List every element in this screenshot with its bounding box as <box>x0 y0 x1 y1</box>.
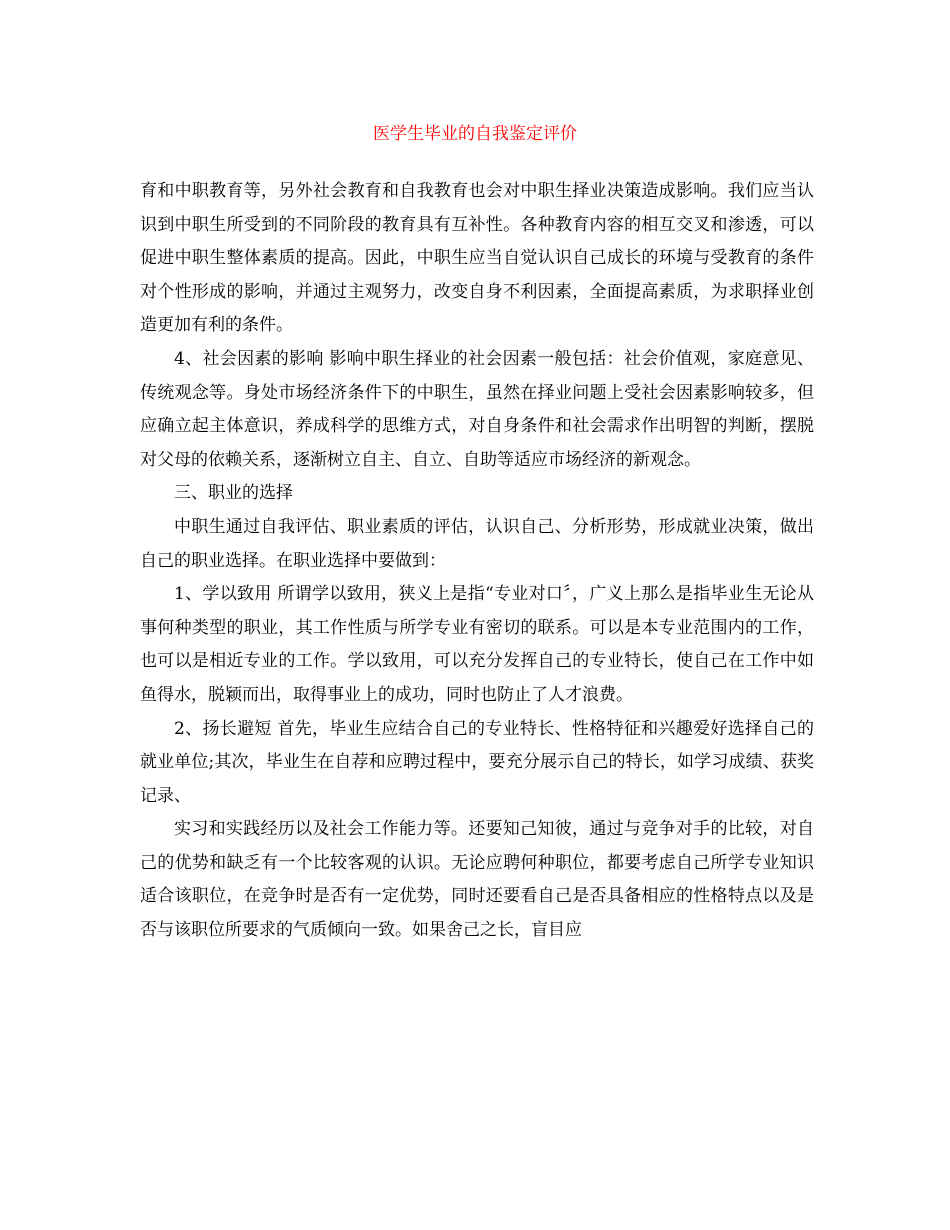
document-title: 医学生毕业的自我鉴定评价 <box>373 124 577 144</box>
document-body <box>140 175 814 948</box>
paragraph-social-factors: 4、社会因素的影响 影响中职生择业的社会因素一般包括：社会价值观，家庭意见、传统观念等。身处市场经济条件下的中职生，虽然在择业问题上受社会因素影响较多，但应确立起主体意识，养成科学的思维方式，对自身条件和社会需求作出明智的判断，摆脱对父母的依赖关系，逐渐树立自主、自立、自助等适应市场经济的新观念。 <box>140 348 814 470</box>
paragraph-career-choice-intro: 中职生通过自我评估、职业素质的评估，认识自己、分析形势，形成就业决策，做出自己的职业选择。在职业选择中要做到： <box>140 516 814 571</box>
section-heading-career-choice: 三、职业的选择 <box>174 483 293 504</box>
paragraph-apply-learning: 1、学以致用 所谓学以致用，狭义上是指“专业对口〞，广义上那么是指毕业生无论从事何种类型的职业，其工作性质与所学专业有密切的联系。可以是本专业范围内的工作，也可以是相近专业的工作。学以致用，可以充分发挥自己的专业特长，使自己在工作中如鱼得水，脱颖而出，取得事业上的成功，同时也防止了人才浪费。 <box>140 584 814 705</box>
paragraph-strengths: 2、扬长避短 首先，毕业生应结合自己的专业特长、性格特征和兴趣爱好选择自己的就业单位;其次，毕业生在自荐和应聘过程中，要充分展示自己的特长，如学习成绩、获奖记录、 <box>140 718 814 806</box>
paragraph-internship-experience: 实习和实践经历以及社会工作能力等。还要知己知彼，通过与竞争对手的比较，对自己的优势和缺乏有一个比较客观的认识。无论应聘何种职位，都要考虑自己所学专业知识适合该职位，在竞争时是否有一定优势，同时还要看自己是否具备相应的性格特点以及是否与该职位所要求的气质倾向一致。如果舍己之长，盲目应 <box>140 819 814 941</box>
paragraph-education-continued: 育和中职教育等，另外社会教育和自我教育也会对中职生择业决策造成影响。我们应当认识到中职生所受到的不同阶段的教育具有互补性。各种教育内容的相互交叉和渗透，可以促进中职生整体素质的提高。因此，中职生应当自觉认识自己成长的环境与受教育的条件对个性形成的影响，并通过主观努力，改变自身不利因素，全面提高素质，为求职择业创造更加有利的条件。 <box>140 181 814 336</box>
